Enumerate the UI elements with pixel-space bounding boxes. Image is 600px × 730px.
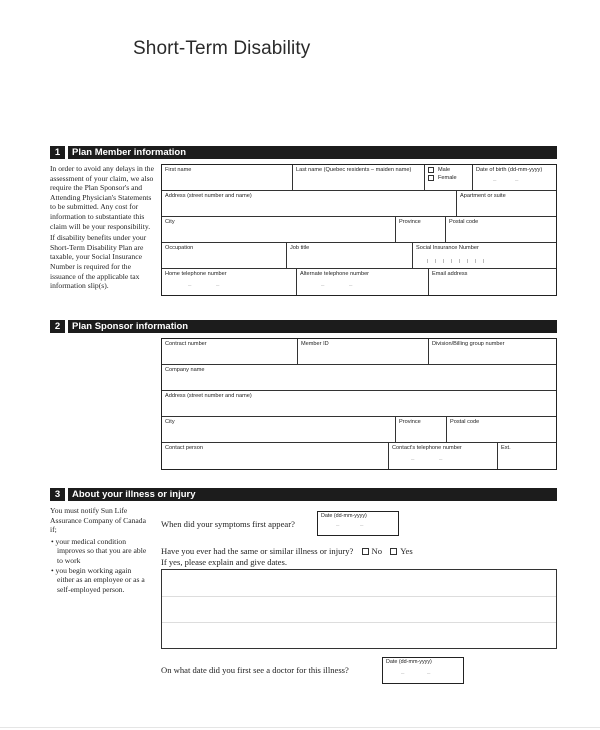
sponsor-city-field[interactable]: City — [162, 417, 396, 442]
sponsor-address-field[interactable]: Address (street number and name) — [165, 393, 252, 399]
instructions-bullet: • you begin working again either as an employee or as a self-employed person. — [51, 565, 145, 594]
plan-sponsor-form — [161, 338, 557, 470]
plan-member-form — [161, 164, 557, 296]
division-field[interactable]: Division/Billing group number — [432, 341, 505, 347]
no-checkbox[interactable] — [362, 548, 369, 555]
instructions-paragraph: If disability benefits under your Short-Term Disability Plan are taxable, your Social Insurance Number is required for the issuance of the applicable tax information slip(s). — [50, 233, 147, 291]
city-field[interactable]: City — [162, 217, 396, 242]
checkbox-icon — [428, 175, 434, 181]
yes-checkbox[interactable] — [390, 548, 397, 555]
first-name-field[interactable]: First name — [162, 165, 293, 190]
doctor-date-field[interactable]: Date (dd-mm-yyyy) – – — [382, 657, 464, 684]
instructions-paragraph: In order to avoid any delays in the assessment of your claim, we also require the Plan Sponsor's and Attending Physician's Statements to be submitted. Any cost for information to substantiate this claim will be your responsibility. — [50, 164, 154, 231]
gender-field — [425, 165, 473, 190]
occupation-field[interactable]: Occupation — [162, 243, 287, 268]
last-name-field[interactable]: Last name (Quebec residents – maiden name) — [293, 165, 425, 190]
apartment-field[interactable]: Apartment or suite — [460, 193, 506, 199]
writing-line — [162, 622, 556, 623]
postal-code-field[interactable]: Postal code — [449, 219, 479, 225]
symptoms-question: When did your symptoms first appear? — [161, 519, 295, 529]
separator — [65, 320, 68, 333]
page-bottom-rule — [0, 727, 600, 728]
contact-person-field[interactable]: Contact person — [162, 443, 389, 469]
section-number: 3 — [54, 489, 61, 500]
company-name-field[interactable]: Company name — [165, 367, 205, 373]
symptoms-date-field[interactable]: Date (dd-mm-yyyy) – – — [317, 511, 399, 536]
instructions-bullet: • your medical condition improves so that you are able to work — [51, 536, 147, 565]
writing-line — [162, 596, 556, 597]
ext-field[interactable]: Ext. — [501, 445, 511, 451]
contract-number-field[interactable]: Contract number — [162, 339, 298, 364]
explain-prompt: If yes, please explain and give dates. — [161, 557, 287, 567]
home-phone-field[interactable]: Home telephone number – – — [162, 269, 297, 295]
section-3-instructions — [50, 506, 150, 594]
section-1-instructions — [50, 164, 158, 293]
sin-digit-ticks — [427, 259, 484, 263]
sin-field[interactable]: Social Insurance Number — [413, 243, 556, 268]
sponsor-postal-code-field[interactable]: Postal code — [450, 419, 480, 425]
document-title: Short-Term Disability — [133, 38, 311, 59]
instructions-intro: You must notify Sun Life Assurance Company of Canada if; — [50, 506, 146, 535]
address-field[interactable]: Address (street number and name) — [162, 191, 457, 216]
checkbox-icon — [428, 167, 434, 173]
sponsor-province-field[interactable]: Province — [396, 417, 447, 442]
section-2-header — [50, 320, 557, 333]
illness-explanation-textarea[interactable] — [161, 569, 557, 649]
section-number: 2 — [54, 321, 61, 332]
email-field[interactable]: Email address — [432, 271, 468, 277]
same-illness-question: Have you ever had the same or similar illness or injury? No Yes — [161, 546, 413, 556]
member-id-field[interactable]: Member ID — [298, 339, 429, 364]
separator — [65, 488, 68, 501]
male-checkbox[interactable]: Male — [428, 167, 469, 173]
female-checkbox[interactable]: Female — [428, 175, 469, 181]
date-of-birth-field[interactable]: Date of birth (dd-mm-yyyy) – – — [476, 167, 543, 184]
section-title: Plan Sponsor information — [72, 321, 189, 332]
alternate-phone-field[interactable]: Alternate telephone number – – — [297, 269, 429, 295]
section-title: Plan Member information — [72, 147, 187, 158]
doctor-date-question: On what date did you first see a doctor for this illness? — [161, 665, 349, 675]
instructions-list — [50, 537, 150, 595]
province-field[interactable]: Province — [396, 217, 446, 242]
section-number: 1 — [54, 147, 61, 158]
section-title: About your illness or injury — [72, 489, 196, 500]
section-1-header — [50, 146, 557, 159]
job-title-field[interactable]: Job title — [287, 243, 413, 268]
separator — [65, 146, 68, 159]
contact-phone-field[interactable]: Contact's telephone number – – — [389, 443, 498, 469]
section-3-header — [50, 488, 557, 501]
